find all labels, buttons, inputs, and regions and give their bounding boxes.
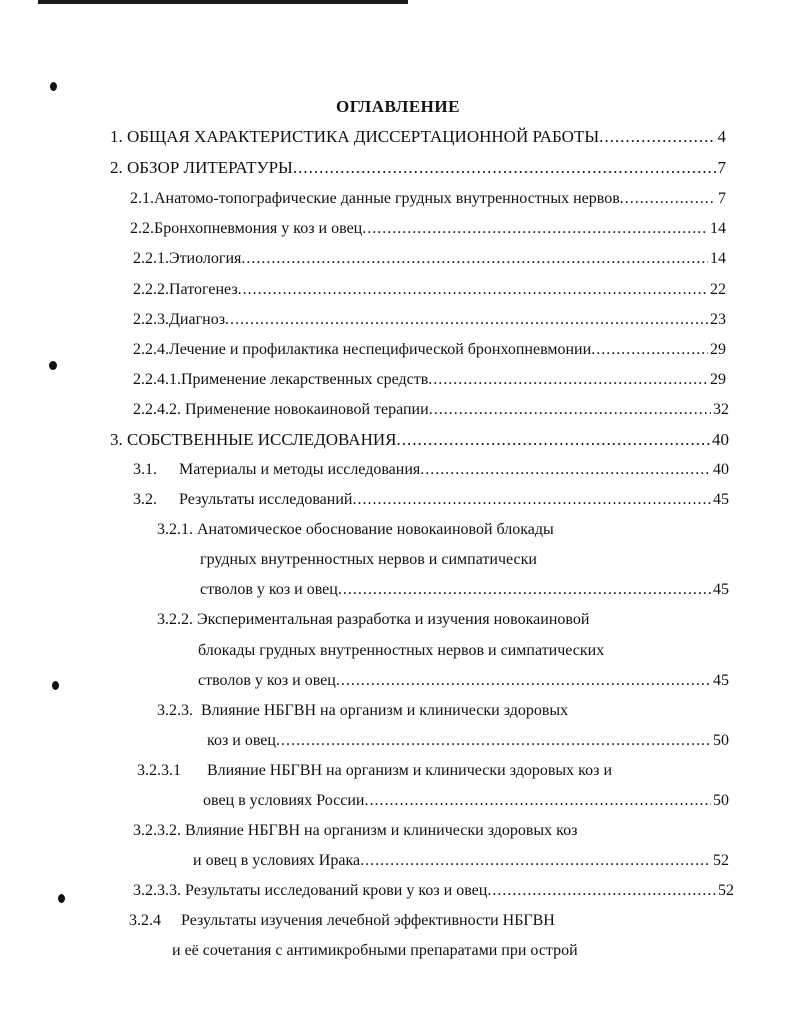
toc-entry-title: Результаты исследований крови у коз и овец	[185, 882, 488, 899]
toc-entry-line	[172, 939, 732, 963]
toc-entry-title: Анатомо-топографические данные грудных внутренностных нервов	[154, 190, 620, 207]
toc-entry-line	[198, 639, 728, 663]
toc-entry	[133, 488, 729, 512]
toc-entry-line	[198, 669, 729, 693]
toc-entry-title: СОБСТВЕННЫЕ ИССЛЕДОВАНИЯ	[127, 430, 397, 449]
toc-entry-line	[133, 819, 733, 843]
toc-dot-leader	[591, 338, 708, 362]
toc-entry-title: Применение лекарственных средств	[181, 371, 429, 388]
toc-entry-number: 3.	[110, 430, 123, 449]
toc-entry-page: 23	[710, 311, 726, 328]
toc-entry-title: Материалы и методы исследования	[179, 461, 421, 478]
toc-entry-number: 3.2.3.1	[137, 762, 181, 779]
toc-dot-leader	[420, 458, 711, 482]
toc-entry-title: и овец в условиях Ирака	[193, 852, 361, 869]
toc-entry-title: Применение новокаиновой терапии	[185, 401, 429, 418]
toc-entry-number: 2.1.	[130, 190, 154, 207]
toc-entry-page: 14	[710, 250, 726, 267]
toc-entry	[133, 338, 726, 362]
toc-dot-leader	[428, 368, 708, 392]
toc-dot-leader	[487, 879, 716, 903]
toc-entry-page: 50	[713, 732, 729, 749]
toc-entry-title: блокады грудных внутренностных нервов и симпатических	[198, 642, 605, 659]
toc-entry-line	[157, 699, 717, 723]
toc-entry-number: 3.2.3.3.	[133, 882, 181, 899]
toc-entry-line	[157, 518, 717, 542]
toc-entry	[133, 368, 726, 392]
toc-entry-number: 2.2.1.	[133, 250, 169, 267]
toc-entry-number: 3.2.4	[129, 912, 161, 929]
toc-dot-leader	[338, 578, 711, 602]
scan-speck	[50, 82, 57, 91]
toc-entry-line	[200, 548, 720, 572]
toc-entry-page: 45	[713, 672, 729, 689]
toc-entry-page: 40	[713, 461, 729, 478]
toc-dot-leader	[599, 125, 715, 149]
toc-entry-line	[200, 578, 729, 602]
toc-entry-number: 1.	[110, 127, 123, 146]
scan-edge-line	[38, 0, 408, 4]
toc-entry-number: 3.2.1.	[157, 521, 193, 538]
scan-speck	[52, 681, 59, 690]
toc-entry-title: овец в условиях России	[203, 792, 365, 809]
toc-entry-page: 14	[710, 220, 726, 237]
page-title: ОГЛАВЛЕНИЕ	[336, 97, 460, 116]
toc-dot-leader	[360, 849, 711, 873]
toc-entry	[130, 217, 726, 241]
toc-entry-line	[129, 909, 729, 933]
toc-entry-number: 3.2.3.	[157, 702, 193, 719]
toc-dot-leader	[276, 729, 711, 753]
toc-entry-line	[137, 759, 727, 783]
toc-entry-page: 7	[718, 190, 726, 207]
toc-entry-page: 45	[713, 491, 729, 508]
toc-dot-leader	[225, 308, 708, 332]
toc-entry	[133, 247, 726, 271]
toc-entry-line	[203, 789, 729, 813]
toc-entry-title: Патогенез	[169, 281, 238, 298]
toc-entry-number: 2.2.	[130, 220, 154, 237]
toc-entry	[133, 308, 726, 332]
toc-dot-leader	[362, 217, 708, 241]
toc-entry-page: 22	[710, 281, 726, 298]
toc-entry-title: ОБЩАЯ ХАРАКТЕРИСТИКА ДИССЕРТАЦИОННОЙ РАБОТЫ	[127, 127, 600, 146]
toc-entry-number: 2.2.4.	[133, 341, 169, 358]
toc-entry	[110, 428, 729, 452]
toc-dot-leader	[429, 398, 711, 422]
toc-dot-leader	[352, 488, 711, 512]
toc-entry-page: 32	[713, 401, 729, 418]
toc-entry	[110, 156, 726, 180]
toc-entry	[133, 879, 734, 903]
toc-entry-title: Влияние НБГВН на организм и клинически здоровых	[201, 702, 569, 719]
toc-entry-number: 2.2.4.1.	[133, 371, 181, 388]
toc-entry-title: коз и овец	[207, 732, 276, 749]
toc-entry-title: Лечение и профилактика неспецифической бронхопневмонии	[169, 341, 592, 358]
toc-entry-number: 3.2.2.	[157, 611, 193, 628]
toc-dot-leader	[241, 247, 708, 271]
toc-entry-page: 29	[710, 371, 726, 388]
toc-entry-number: 3.2.3.2.	[133, 822, 181, 839]
toc-entry-line	[193, 849, 729, 873]
toc-entry-title: и её сочетания с антимикробными препаратами при острой	[172, 942, 578, 959]
toc-entry-title: стволов у коз и овец	[200, 581, 338, 598]
toc-entry-title: Влияние НБГВН на организм и клинически здоровых коз	[185, 822, 578, 839]
toc-entry	[133, 278, 726, 302]
toc-dot-leader	[620, 187, 716, 211]
toc-entry-line	[207, 729, 729, 753]
toc-dot-leader	[238, 278, 708, 302]
toc-entry-page: 40	[712, 430, 729, 449]
toc-entry-title: грудных внутренностных нервов и симпатически	[200, 551, 537, 568]
toc-entry-title: стволов у коз и овец	[198, 672, 336, 689]
toc-entry-page: 52	[713, 852, 729, 869]
toc-entry-title: Результаты изучения лечебной эффективности НБГВН	[181, 912, 555, 929]
toc-dot-leader	[336, 669, 711, 693]
toc-entry	[133, 458, 729, 482]
toc-entry-number: 3.1.	[133, 461, 157, 478]
toc-entry-title: Экспериментальная разработка и изучения новокаиновой	[197, 611, 590, 628]
toc-entry-page: 50	[713, 792, 729, 809]
toc-entry-page: 29	[710, 341, 726, 358]
toc-entry	[133, 398, 729, 422]
toc-entry	[130, 187, 726, 211]
scan-speck	[49, 361, 57, 370]
toc-entry-title: Анатомическое обоснование новокаиновой блокады	[197, 521, 554, 538]
toc-entry-page: 52	[718, 882, 734, 899]
toc-entry-title: Этиология	[169, 250, 242, 267]
toc-entry-page: 45	[713, 581, 729, 598]
toc-entry-page: 7	[717, 158, 726, 177]
toc-entry-line	[157, 608, 727, 632]
toc-dot-leader	[396, 428, 710, 452]
toc-entry-title: ОБЗОР ЛИТЕРАТУРЫ	[127, 158, 293, 177]
toc-entry-title: Влияние НБГВН на организм и клинически здоровых коз и	[207, 762, 613, 779]
toc-entry	[110, 125, 726, 149]
toc-entry-title: Результаты исследований	[179, 491, 353, 508]
toc-entry-number: 2.2.3.	[133, 311, 169, 328]
toc-entry-page: 4	[717, 127, 726, 146]
toc-entry-number: 2.2.4.2.	[133, 401, 181, 418]
toc-entry-title: Бронхопневмония у коз и овец	[154, 220, 363, 237]
toc-entry-number: 2.	[110, 158, 123, 177]
toc-dot-leader	[364, 789, 711, 813]
toc-dot-leader	[293, 156, 716, 180]
toc-entry-title: Диагноз	[169, 311, 226, 328]
toc-entry-number: 2.2.2.	[133, 281, 169, 298]
toc-entry-number: 3.2.	[133, 491, 157, 508]
scan-speck	[58, 894, 65, 903]
